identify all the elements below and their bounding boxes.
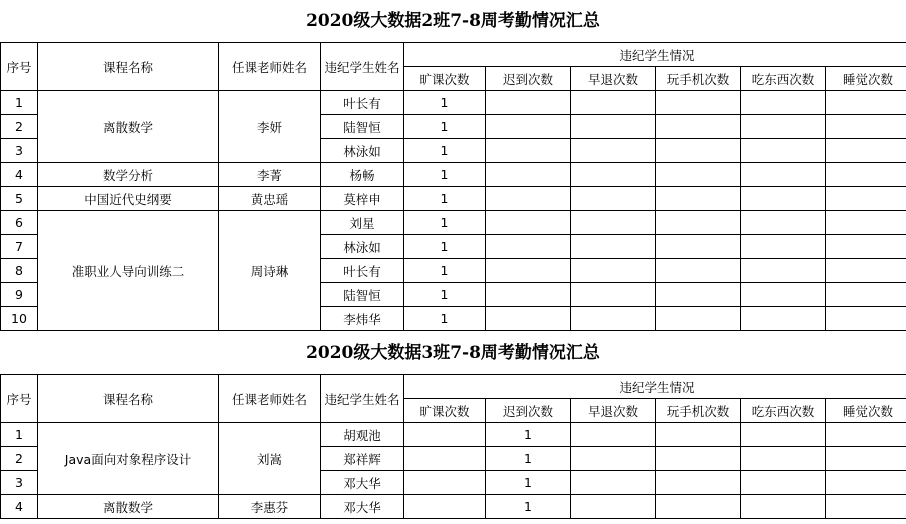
seq-cell[interactable]: 6	[1, 211, 38, 235]
count-cell[interactable]	[741, 495, 826, 519]
count-cell[interactable]	[741, 283, 826, 307]
count-cell[interactable]	[656, 187, 741, 211]
course-cell[interactable]: 准职业人导向训练二	[38, 211, 219, 331]
count-cell[interactable]: 1	[404, 307, 486, 331]
header-count-col[interactable]: 吃东西次数	[741, 399, 826, 423]
count-cell[interactable]	[826, 259, 906, 283]
seq-cell[interactable]: 5	[1, 187, 38, 211]
seq-cell[interactable]: 4	[1, 495, 38, 519]
sheet-title: 2020级大数据2班7-8周考勤情况汇总	[306, 11, 600, 31]
header-course[interactable]: 课程名称	[38, 375, 219, 423]
course-cell[interactable]: Java面向对象程序设计	[38, 423, 219, 495]
count-cell[interactable]	[486, 259, 571, 283]
count-cell[interactable]: 1	[486, 423, 571, 447]
count-cell[interactable]	[571, 423, 656, 447]
count-cell[interactable]	[571, 447, 656, 471]
header-violation-group[interactable]: 违纪学生情况	[404, 375, 906, 399]
student-cell[interactable]: 莫梓申	[321, 187, 404, 211]
header-course[interactable]: 课程名称	[38, 43, 219, 91]
count-cell[interactable]	[656, 471, 741, 495]
header-count-col[interactable]: 玩手机次数	[656, 67, 741, 91]
count-cell[interactable]: 1	[404, 259, 486, 283]
teacher-cell[interactable]: 李惠芬	[219, 495, 321, 519]
table-row	[1, 91, 906, 115]
header-row	[1, 375, 906, 399]
header-count-col[interactable]: 睡觉次数	[826, 399, 906, 423]
course-cell[interactable]: 离散数学	[38, 495, 219, 519]
count-cell[interactable]	[741, 307, 826, 331]
count-cell[interactable]	[656, 211, 741, 235]
course-cell[interactable]: 离散数学	[38, 91, 219, 163]
count-cell[interactable]	[571, 91, 656, 115]
header-row	[1, 43, 906, 67]
count-cell[interactable]	[486, 235, 571, 259]
count-cell[interactable]	[486, 163, 571, 187]
table-row	[1, 211, 906, 235]
count-cell[interactable]: 1	[404, 187, 486, 211]
count-cell[interactable]	[741, 259, 826, 283]
count-cell[interactable]	[826, 115, 906, 139]
count-cell[interactable]	[741, 115, 826, 139]
student-cell[interactable]: 郑祥辉	[321, 447, 404, 471]
course-cell[interactable]: 中国近代史纲要	[38, 187, 219, 211]
count-cell[interactable]	[826, 495, 906, 519]
student-cell[interactable]: 陆智恒	[321, 115, 404, 139]
count-cell[interactable]: 1	[404, 115, 486, 139]
count-cell[interactable]	[486, 211, 571, 235]
student-cell[interactable]: 陆智恒	[321, 283, 404, 307]
count-cell[interactable]: 1	[404, 235, 486, 259]
header-count-col[interactable]: 睡觉次数	[826, 67, 906, 91]
count-cell[interactable]	[571, 115, 656, 139]
count-cell[interactable]: 1	[404, 163, 486, 187]
attendance-table	[0, 374, 906, 519]
count-cell[interactable]	[741, 471, 826, 495]
count-cell[interactable]	[404, 447, 486, 471]
count-cell[interactable]	[571, 283, 656, 307]
count-cell[interactable]	[826, 447, 906, 471]
count-cell[interactable]	[741, 139, 826, 163]
header-seq[interactable]: 序号	[1, 375, 38, 423]
seq-cell[interactable]: 3	[1, 471, 38, 495]
count-cell[interactable]	[656, 495, 741, 519]
count-cell[interactable]	[741, 235, 826, 259]
header-student[interactable]: 违纪学生姓名	[321, 375, 404, 423]
header-student[interactable]: 违纪学生姓名	[321, 43, 404, 91]
count-cell[interactable]	[571, 307, 656, 331]
count-cell[interactable]	[826, 423, 906, 447]
count-cell[interactable]	[486, 139, 571, 163]
count-cell[interactable]	[741, 187, 826, 211]
count-cell[interactable]	[486, 115, 571, 139]
header-count-col[interactable]: 吃东西次数	[741, 67, 826, 91]
count-cell[interactable]	[571, 163, 656, 187]
header-teacher[interactable]: 任课老师姓名	[219, 43, 321, 91]
count-cell[interactable]	[826, 211, 906, 235]
attendance-table	[0, 42, 906, 331]
table-row	[1, 423, 906, 447]
count-cell[interactable]	[404, 423, 486, 447]
header-count-col[interactable]: 旷课次数	[404, 67, 486, 91]
header-count-col[interactable]: 早退次数	[571, 399, 656, 423]
header-teacher[interactable]: 任课老师姓名	[219, 375, 321, 423]
header-count-col[interactable]: 迟到次数	[486, 67, 571, 91]
student-cell[interactable]: 邓大华	[321, 471, 404, 495]
count-cell[interactable]	[656, 163, 741, 187]
count-cell[interactable]	[741, 211, 826, 235]
teacher-cell[interactable]: 刘嵩	[219, 423, 321, 495]
count-cell[interactable]	[571, 259, 656, 283]
count-cell[interactable]	[656, 115, 741, 139]
header-count-col[interactable]: 玩手机次数	[656, 399, 741, 423]
count-cell[interactable]	[486, 307, 571, 331]
student-cell[interactable]: 邓大华	[321, 495, 404, 519]
header-count-col[interactable]: 迟到次数	[486, 399, 571, 423]
count-cell[interactable]	[826, 307, 906, 331]
count-cell[interactable]	[571, 187, 656, 211]
count-cell[interactable]	[486, 283, 571, 307]
student-cell[interactable]: 杨畅	[321, 163, 404, 187]
table-row	[1, 163, 906, 187]
seq-cell[interactable]: 1	[1, 91, 38, 115]
count-cell[interactable]	[656, 235, 741, 259]
count-cell[interactable]	[741, 91, 826, 115]
header-count-col[interactable]: 旷课次数	[404, 399, 486, 423]
count-cell[interactable]	[826, 139, 906, 163]
header-violation-group[interactable]: 违纪学生情况	[404, 43, 906, 67]
seq-cell[interactable]: 8	[1, 259, 38, 283]
teacher-cell[interactable]: 李菁	[219, 163, 321, 187]
header-seq[interactable]: 序号	[1, 43, 38, 91]
seq-cell[interactable]: 3	[1, 139, 38, 163]
count-cell[interactable]	[571, 211, 656, 235]
count-cell[interactable]	[826, 187, 906, 211]
table-row	[1, 187, 906, 211]
teacher-cell[interactable]: 李妍	[219, 91, 321, 163]
count-cell[interactable]	[656, 139, 741, 163]
count-cell[interactable]	[404, 471, 486, 495]
count-cell[interactable]	[656, 447, 741, 471]
count-cell[interactable]: 1	[486, 447, 571, 471]
student-cell[interactable]: 胡观池	[321, 423, 404, 447]
count-cell[interactable]: 1	[404, 91, 486, 115]
sheet-title: 2020级大数据3班7-8周考勤情况汇总	[306, 343, 600, 363]
count-cell[interactable]	[826, 235, 906, 259]
count-cell[interactable]: 1	[404, 211, 486, 235]
student-cell[interactable]: 林泳如	[321, 139, 404, 163]
seq-cell[interactable]: 2	[1, 115, 38, 139]
student-cell[interactable]: 李炜华	[321, 307, 404, 331]
header-count-col[interactable]: 早退次数	[571, 67, 656, 91]
student-cell[interactable]: 刘星	[321, 211, 404, 235]
count-cell[interactable]	[571, 495, 656, 519]
count-cell[interactable]	[741, 423, 826, 447]
count-cell[interactable]	[486, 91, 571, 115]
count-cell[interactable]: 1	[486, 471, 571, 495]
teacher-cell[interactable]: 周诗琳	[219, 211, 321, 331]
seq-cell[interactable]: 2	[1, 447, 38, 471]
student-cell[interactable]: 叶长有	[321, 259, 404, 283]
count-cell[interactable]	[656, 91, 741, 115]
seq-cell[interactable]: 10	[1, 307, 38, 331]
seq-cell[interactable]: 1	[1, 423, 38, 447]
count-cell[interactable]	[741, 163, 826, 187]
count-cell[interactable]	[826, 471, 906, 495]
seq-cell[interactable]: 7	[1, 235, 38, 259]
count-cell[interactable]: 1	[404, 283, 486, 307]
count-cell[interactable]: 1	[486, 495, 571, 519]
count-cell[interactable]	[826, 163, 906, 187]
count-cell[interactable]	[656, 259, 741, 283]
seq-cell[interactable]: 4	[1, 163, 38, 187]
count-cell[interactable]	[486, 187, 571, 211]
student-cell[interactable]: 林泳如	[321, 235, 404, 259]
count-cell[interactable]	[741, 447, 826, 471]
count-cell[interactable]	[571, 235, 656, 259]
count-cell[interactable]	[826, 283, 906, 307]
student-cell[interactable]: 叶长有	[321, 91, 404, 115]
course-cell[interactable]: 数学分析	[38, 163, 219, 187]
count-cell[interactable]	[571, 139, 656, 163]
count-cell[interactable]	[656, 283, 741, 307]
count-cell[interactable]	[404, 495, 486, 519]
count-cell[interactable]	[571, 471, 656, 495]
seq-cell[interactable]: 9	[1, 283, 38, 307]
count-cell[interactable]: 1	[404, 139, 486, 163]
count-cell[interactable]	[656, 307, 741, 331]
count-cell[interactable]	[826, 91, 906, 115]
table-row	[1, 495, 906, 519]
count-cell[interactable]	[656, 423, 741, 447]
teacher-cell[interactable]: 黄忠瑶	[219, 187, 321, 211]
